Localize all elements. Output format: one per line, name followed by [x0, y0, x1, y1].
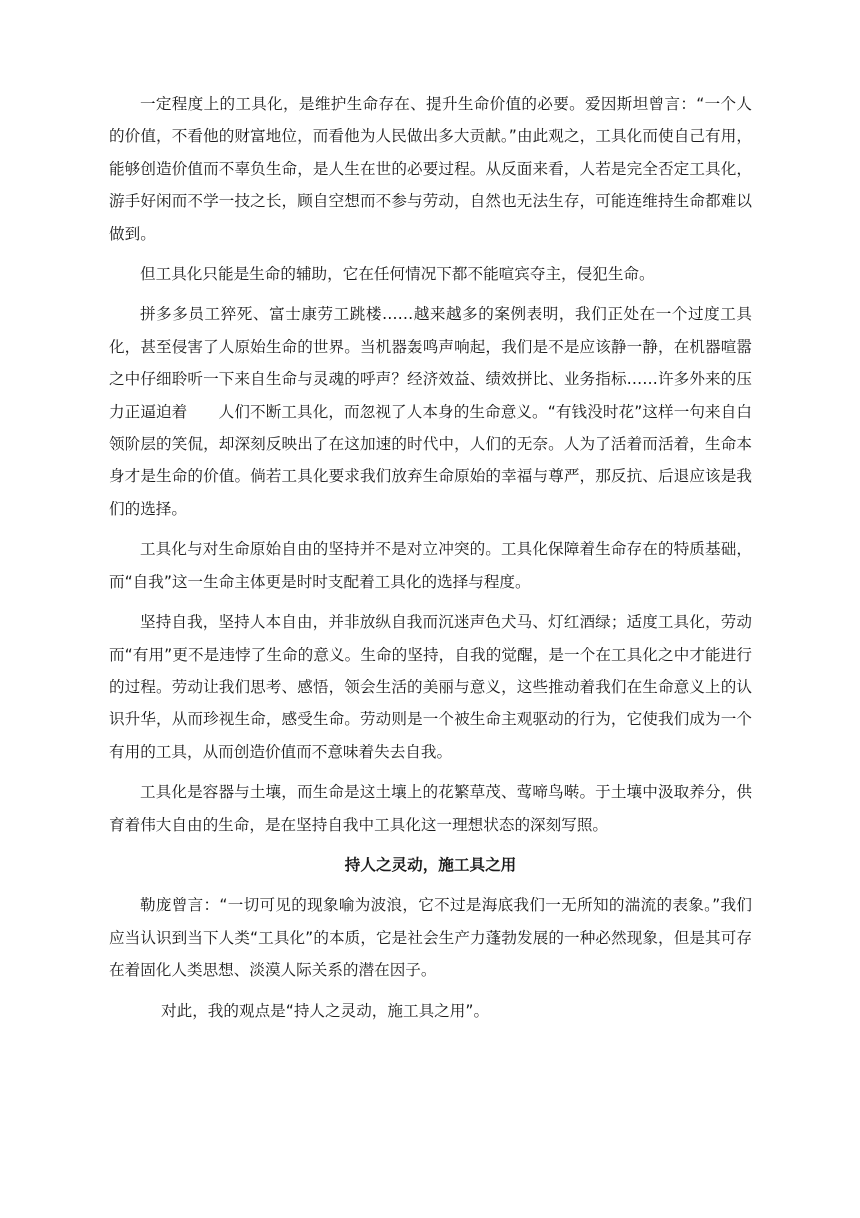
- paragraph-1: 一定程度上的工具化，是维护生命存在、提升生命价值的必要。爱因斯坦曾言：“一个人的价值，不看他的财富地位，而看他为人民做出多大贡献。”由此观之，工具化而使自己有用，能够创造价值而不辜负生命，是人生在世的必要过程。从反面来看，人若是完全否定工具化，游手好闲而不学一技之长，顾自空想而不参与劳动，自然也无法生存，可能连维持生命都难以做到。: [109, 95, 752, 243]
- paragraph-3: 拼多多员工猝死、富士康劳工跳楼……越来越多的案例表明，我们正处在一个过度工具化，甚至侵害了人原始生命的世界。当机器轰鸣声响起，我们是不是应该静一静，在机器喧嚣之中仔细聆听一下来自生命与灵魂的呼声？经济效益、绩效拼比、业务指标……许多外来的压力正逼迫着 人们不断工具化，而忽视了人本身的生命意义。“有钱没时花”这样一句来自白领阶层的笑侃，却深刻反映出了在这加速的时代中，人们的无奈。人为了活着而活着，生命本身才是生命的价值。倘若工具化要求我们放弃生命原始的幸福与尊严，那反抗、后退应该是我们的选择。: [109, 305, 752, 518]
- document-body: [109, 88, 752, 1035]
- paragraph-8: 对此，我的观点是“持人之灵动，施工具之用”。: [161, 1001, 490, 1020]
- paragraph-5: 坚持自我，坚持人本自由，并非放纵自我而沉迷声色犬马、灯红酒绿；适度工具化，劳动而“有用”更不是违悖了生命的意义。生命的坚持，自我的觉醒，是一个在工具化之中才能进行的过程。劳动让我们思考、感悟，领会生活的美丽与意义，这些推动着我们在生命意义上的认识升华，从而珍视生命，感受生命。劳动则是一个被生命主观驱动的行为，它使我们成为一个有用的工具，从而创造价值而不意味着失去自我。: [109, 613, 752, 761]
- paragraph-4: 工具化与对生命原始自由的坚持并不是对立冲突的。工具化保障着生命存在的特质基础，而“自我”这一生命主体更是时时支配着工具化的选择与程度。: [109, 540, 752, 591]
- paragraph-2: 但工具化只能是生命的辅助，它在任何情况下都不能喧宾夺主，侵犯生命。: [140, 265, 655, 284]
- paragraph-6: 工具化是容器与土壤，而生命是这土壤上的花繁草茂、莺啼鸟啭。于土壤中汲取养分，供育着伟大自由的生命，是在坚持自我中工具化这一理想状态的深刻写照。: [109, 783, 752, 834]
- paragraph-7: 勒庞曾言：“一切可见的现象喻为波浪，它不过是海底我们一无所知的湍流的表象。”我们应当认识到当下人类“工具化”的本质，它是社会生产力蓬勃发展的一种必然现象，但是其可存在着固化人类思想、淡漠人际关系的潜在因子。: [109, 896, 752, 980]
- section-heading: 持人之灵动，施工具之用: [344, 855, 517, 874]
